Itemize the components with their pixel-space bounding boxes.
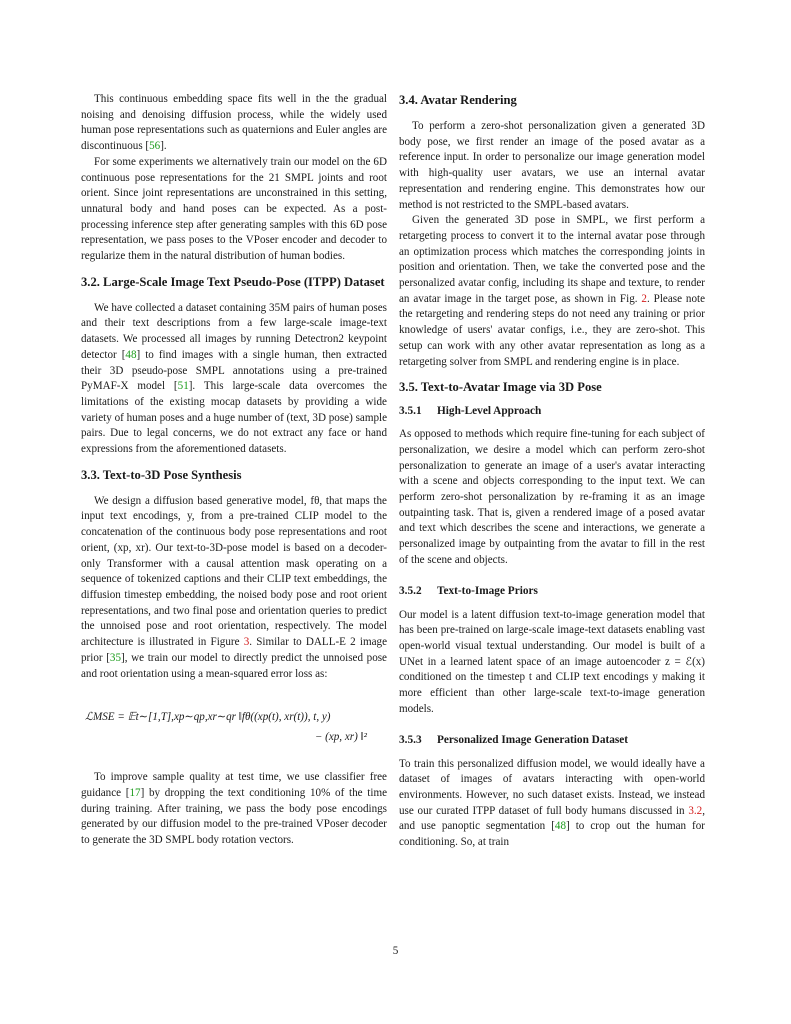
right-column: [399, 92, 705, 851]
paragraph-pose-synthesis: We design a diffusion based generative model, fθ, that maps the input text encodings, y, from a pre-trained CLIP model to the concatenation of the continuous body pose representations and root orient, (xp, xr). Our text-to-3D-pose model is based on a decoder-only Transformer with a causal attention mask operating on a sequence of tokenized captions and their CLIP text embeddings, the diffusion timestep embedding, the noised body pose and root orient representations, and two final pose and orientation queries to predict the unnoised pose and root orientation, respectively. The model architecture is illustrated in Figure 3. Similar to DALL-E 2 image prior [35], we train our model to directly predict the unnoised pose and root orientation using a mean-squared error loss as:: [81, 494, 388, 680]
heading-3-5-3: [399, 733, 705, 748]
heading-3-4: 3.4. Avatar Rendering: [399, 93, 517, 107]
heading-3-5-3-text: Personalized Image Generation Dataset: [437, 733, 629, 746]
heading-3-2: [81, 274, 387, 291]
paragraph-itpp-dataset: We have collected a dataset containing 35M pairs of human poses and their text descriptions from a few large-scale image-text datasets. We processed all images by running Detectron2 keypoint detector [48] to find images with a single human, then extracted their 3D pseudo-pose SMPL annotations using a pre-trained PyMAF-X model [51]. This large-scale data overcomes the limitations of the existing mocap datasets by providing a wide variety of human poses and a huge number of (text, 3D pose) sample pairs. Due to legal concerns, we do not extract any face or hand expressions from the aforementioned datasets.: [81, 301, 387, 456]
heading-3-3: 3.3. Text-to-3D Pose Synthesis: [81, 467, 242, 482]
equation-line-1: ℒMSE = 𝔼t∼[1,T],xp∼qp,xr∼qr ‖fθ((xp(t), xr(t)), t, y): [85, 711, 331, 724]
equation-mse-loss: [81, 708, 387, 752]
paragraph-classifier-free-guidance: To improve sample quality at test time, we use classifier free guidance [17] by dropping the text conditioning 10% of the time during training. After training, we pass the body pose encodings generated by our diffusion model to the pre-trained VPoser decoder to generate the 3D SMPL body rotation vectors.: [81, 771, 387, 847]
left-column: [81, 92, 387, 849]
heading-3-5: 3.5. Text-to-Avatar Image via 3D Pose: [399, 380, 602, 395]
heading-3-5-1-text: High-Level Approach: [437, 405, 542, 418]
heading-3-5-1: [399, 404, 705, 419]
heading-3-5-2-text: Text-to-Image Priors: [437, 584, 538, 597]
paragraph-6d-pose: For some experiments we alternatively train our model on the 6D continuous pose representations for the 21 SMPL joints and root orient. Since joint representations are unconstrained in this setting, unnatural body and hand poses can be expected. As a post-processing inference step after generating samples with this 6D pose representation, we pass poses to the VPoser encoder and decoder to regularize them in the natural distribution of human bodies.: [81, 155, 387, 263]
heading-3-5-2: [399, 584, 705, 599]
equation-line-2: − (xp, xr) ‖²: [314, 731, 367, 744]
paragraph-high-level-approach: As opposed to methods which require fine-tuning for each subject of personalization, we desire a model which can perform zero-shot personalization to generate an image of a user's avatar interacting with a scene and objects corresponding to the input text. We can perform zero-shot personalization by re-framing it as an image outpainting task. That is, given a rendered image of a posed avatar and text which describes the scene and interactions, we generate a personalized image by outpainting from the avatar to fill in the rest of the scene and objects.: [399, 428, 705, 566]
heading-3-5-1-number: 3.5.1: [399, 405, 422, 418]
paragraph-embedding-space: This continuous embedding space fits well in the the gradual noising and denoising diffusion process, while the widely used human pose representations such as quaternions and Euler angles are discontinuous [56].: [81, 93, 387, 153]
paragraph-retargeting: Given the generated 3D pose in SMPL, we first perform a retargeting process to convert it to the internal avatar pose through an optimization process which matches the corresponding joints in position and orientation. Then, we take the converted pose and the personalized avatar config, including its shape and texture, to render an avatar image in the target pose, as shown in Fig. 2. Please note the retargeting and rendering steps do not need any training or prior knowledge of users' avatar configs, i.e., they are zero-shot. This setup can work with any other avatar representation as long as a retargeting solver from SMPL and rendering engine is in place.: [399, 214, 705, 368]
paragraph-avatar-rendering: To perform a zero-shot personalization given a generated 3D body pose, we first render an image of the posed avatar as a reference input. In order to personalize our image generation model with high-quality user avatars, we use an internal avatar representation and rendering engine. This demonstrates how our method is not restricted to the SMPL-based avatars.: [399, 120, 705, 211]
paragraph-personalized-dataset: To train this personalized diffusion model, we would ideally have a dataset of images of avatars interacting with open-world environments. However, no such dataset exists. Instead, we instead use our curated ITPP dataset of full body humans discussed in 3.2, and use panoptic segmentation [48] to crop out the human for conditioning. So, at train: [399, 757, 705, 849]
heading-3-5-3-number: 3.5.3: [399, 733, 422, 746]
paragraph-text-to-image-priors: Our model is a latent diffusion text-to-image generation model that has been pre-trained on large-scale image-text datasets enabling vast open-world visual textual understanding. Our model is built of a UNet in a learned latent space of an image autoencoder z = ℰ(x) conditioned on the timestep t and CLIP text encodings y making it more efficient than other large-scale text-to-image generation models.: [399, 608, 705, 715]
heading-3-2-text: 3.2. Large-Scale Image Text Pseudo-Pose (ITPP) Dataset: [81, 274, 385, 289]
heading-3-5-2-number: 3.5.2: [399, 584, 422, 597]
page-number: 5: [392, 945, 399, 957]
